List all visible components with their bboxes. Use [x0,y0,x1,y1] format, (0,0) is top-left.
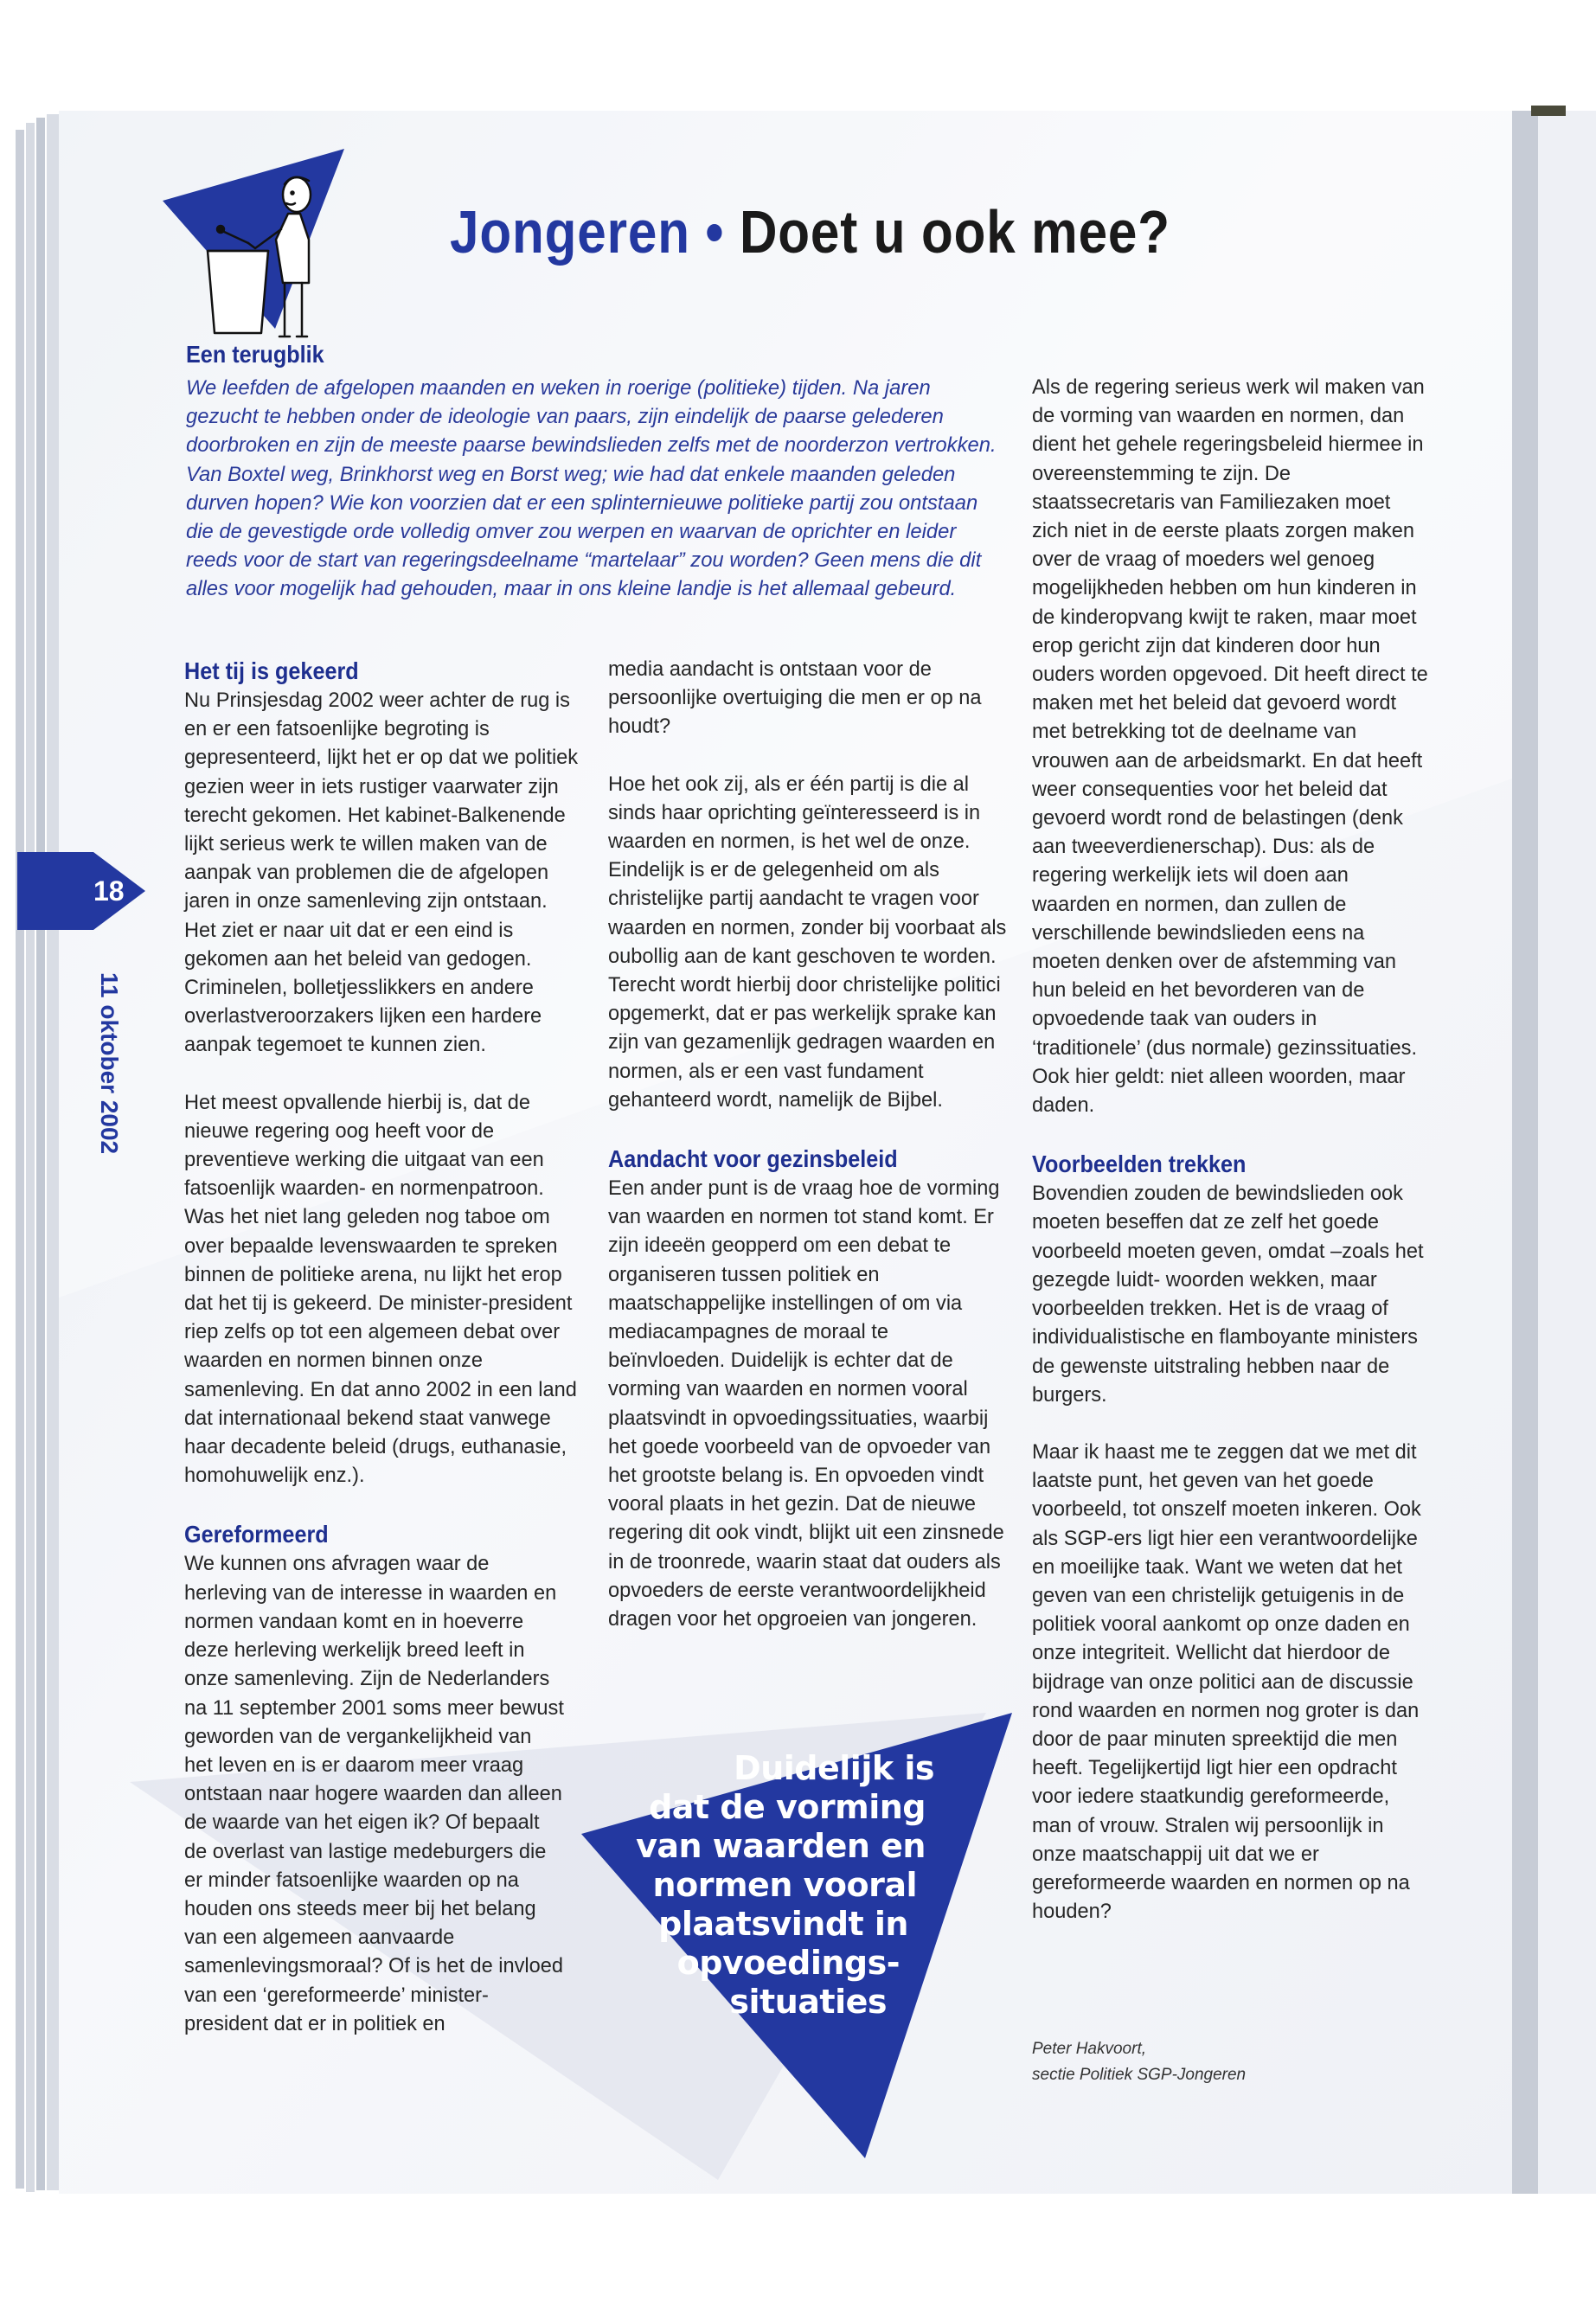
col2-paragraph-2: Hoe het ook zij, als er één partij is die al sinds haar oprichting geïnteresseerd is in waarden en normen, is het wel de onze. Eindelijk is er de gelegenheid om als christelijke partij aandacht te vragen voor waarden en normen, zonder bij voorbaat als oubollig aan de kant geschoven te worden. Terecht wordt hierbij door christelijke politici opgemerkt, dat er pas werkelijk sprake kan zijn van gezamenlijk gedragen waarden en normen, als er een vast fundament gehanteerd wordt, namelijk de Bijbel. [608,772,1007,1112]
voorbeelden-paragraph-2: Maar ik haast me te zeggen dat we met dit laatste punt, het geven van het goede voorbeeld, tot onszelf moeten inkeren. Ook als SGP-ers ligt hier een verantwoordelijke en moeilijke taak. Want we weten dat het geven van een christelijk getuigenis in de politiek vooral aankomt op onze daden en onze integriteit. Wellicht dat hierdoor de bijdrage van onze politici aan de discussie rond waarden en normen nog groter is dan door de paar minuten spreektijd die men heeft. Tegelijkertijd ligt hier een opdracht voor iedere staatkundig gereformeerde, man of vrouw. Stralen wij persoonlijk in onze maatschappij uit dat we er gereformeerde waarden en normen op na houden? [1032,1440,1421,1924]
signature [1032,2036,1246,2088]
pull-quote-line-4: normen vooral [652,1866,917,1904]
title-part-1: Jongeren [450,198,690,266]
pull-quote-line-2: dat de vorming [649,1788,926,1826]
pull-quote [623,1749,952,2022]
pull-quote-line-5: plaatsvindt in [658,1905,908,1943]
section-heading-voorbeelden: Voorbeelden trekken [1032,1150,1247,1178]
gereformeerd-paragraph-1: We kunnen ons afvragen waar de herleving van de interesse in waarden en normen vandaan komt en in hoeverre deze herleving werkelijk breed leeft in onze samenleving. Zijn de Nederlanders na 11 september 2001 soms meer bewust geworden van de vergankelijkheid van het leven en is er daarom meer vraag ontstaan naar hogere waarden dan alleen de waarde van het eigen ik? Of bepaalt de overlast van lastige medeburgers die er minder fatsoenlijke waarden op na houden ons steeds meer bij het belang van een algemeen aanvaarde samenlevingsmoraal? Of is het de invloed van een ‘gereformeerde’ minister-president dat er in politiek en [184,1553,564,2035]
column-3 [1032,374,1430,1955]
intro-text: We leefden de afgelopen maanden en weken in roerige (politieke) tijden. Na jaren gezucht te hebben onder de ideologie van paars, zijn eindelijk de paarse gelederen doorbroken en zijn de meeste paarse bewindslieden zelfs met de noorderzon vertrokken. Van Boxtel weg, Brinkhorst weg en Borst weg; wie had dat enkele maanden geleden durven hopen? Wie kon voorzien dat er een splinternieuwe politieke partij zou ontstaan die de gevestigde orde volledig omver zou werpen en waarvan de oprichter en leider reeds voor de start van regeringsdeelname “martelaar” zou worden? Geen mens die dit alles voor mogelijk had gehouden, maar in ons kleine landje is het allemaal gebeurd. [186,376,997,601]
section-heading-tij: Het tij is gekeerd [184,657,359,684]
intro-heading: Een terugblik [186,341,324,368]
section-heading-gereformeerd: Gereformeerd [184,1521,329,1548]
page-number: 18 [93,875,125,907]
gezinsbeleid-paragraph-1: Een ander punt is de vraag hoe de vorming van waarden en normen tot stand komt. Er zijn ideeën geopperd om een debat te organiseren tussen politiek en maatschappelijke instellingen of om via mediacampagnes de moraal te beïnvloeden. Duidelijk is echter dat de vorming van waarden en normen vooral plaatsvindt in opvoedingssituaties, waarbij het goede voorbeeld van de opvoeder van het grootste belang is. En opvoeden vindt vooral plaats in het gezin. Dat de nieuwe regering dit ook vindt, blijkt uit een zinsnede in de troonrede, waarin staat dat ouders als opvoeders de eerste verantwoordelijkheid dragen voor het opgroeien van jongeren. [608,1177,1004,1631]
page-title [450,197,1170,266]
tij-paragraph-1: Nu Prinsjesdag 2002 weer achter de rug is en er een fatsoenlijke begroting is gepresenteerd, lijkt het er op dat we politiek gezien weer in iets rustiger vaarwater zijn terecht gekomen. Het kabinet-Balkenende lijkt serieus werk te willen maken van de aanpak van problemen die de afgelopen jaren in onze samenleving zijn ontstaan. Het ziet er naar uit dat er een eind is gekomen aan het beleid van gedogen. Criminelen, bolletjesslikkers en andere overlastveroorzakers lijken een hardere aanpak tegemoet te kunnen zien. [184,689,579,1057]
signature-role: sectie Politiek SGP-Jongeren [1032,2066,1247,2084]
title-separator: • [705,198,725,266]
pull-quote-line-3: van waarden en [636,1827,926,1865]
pull-quote-line-1: Duidelijk is [734,1749,934,1787]
col3-paragraph-1: Als de regering serieus werk wil maken van de vorming van waarden en normen, dan dient het gehele regeringsbeleid hiermee in overeenstemming te zijn. De staatssecretaris van Familiezaken moet zich niet in de eerste plaats zorgen maken over de vraag of moeders wel genoeg mogelijkheden hebben om hun kinderen in de kinderopvang kwijt te raken, maar moet erop gericht zijn dat kinderen door hun ouders worden opgevoed. Dit heeft direct te maken met het beleid dat gevoerd wordt met betrekking tot de deelname van vrouwen aan de arbeidsmarkt. En dat heeft weer consequenties voor het beleid dat gevoerd wordt rond de belastingen (denk aan tweeverdienerschap). Dus: als de regering werkelijk iets wil doen aan waarden en normen, dan zullen de verschillende bewindslieden eens na moeten denken over de afstemming van hun beleid en het bevorderen van de opvoedende taak van ouders in ‘traditionele’ (dus normale) gezinssituaties. Ook hier geldt: niet alleen woorden, maar daden. [1032,376,1428,1118]
column-1 [184,656,582,2067]
section-heading-gezinsbeleid: Aandacht voor gezinsbeleid [608,1145,898,1173]
signature-name: Peter Hakvoort, [1032,2040,1146,2058]
issue-date: 11 oktober 2002 [96,972,123,1155]
voorbeelden-paragraph-1: Bovendien zouden de bewindslieden ook moeten beseffen dat ze zelf het goede voorbeeld moeten geven, omdat –zoals het gezegde luidt- woorden wekken, maar voorbeelden trekken. Het is de vraag of individualistische en flamboyante ministers de gewenste uitstraling hebben naar de burgers. [1032,1183,1424,1407]
pull-quote-line-7: situaties [729,1983,887,2021]
tij-paragraph-2: Het meest opvallende hierbij is, dat de nieuwe regering oog heeft voor de preventieve werking die uitgaat van een fatsoenlijk waarden- en normenpatroon. Was het niet lang geleden nog taboe om over bepaalde levenswaarden te spreken binnen de politieke arena, nu lijkt het erop dat het tij is gekeerd. De minister-president riep zelfs op tot een algemeen debat over waarden en normen binnen onze samenleving. En dat anno 2002 in een land dat internationaal bekend staat vanwege haar decadente beleid (drugs, euthanasie, homohuwelijk enz.). [184,1091,577,1488]
speaker-at-podium-icon [195,169,342,346]
col2-paragraph-1: media aandacht is ontstaan voor de persoonlijke overtuiging die men er op na houdt? [608,658,982,739]
title-part-2: Doet u ook mee? [739,198,1170,266]
column-2 [608,656,1008,1663]
pull-quote-line-6: opvoedings- [676,1944,900,1982]
